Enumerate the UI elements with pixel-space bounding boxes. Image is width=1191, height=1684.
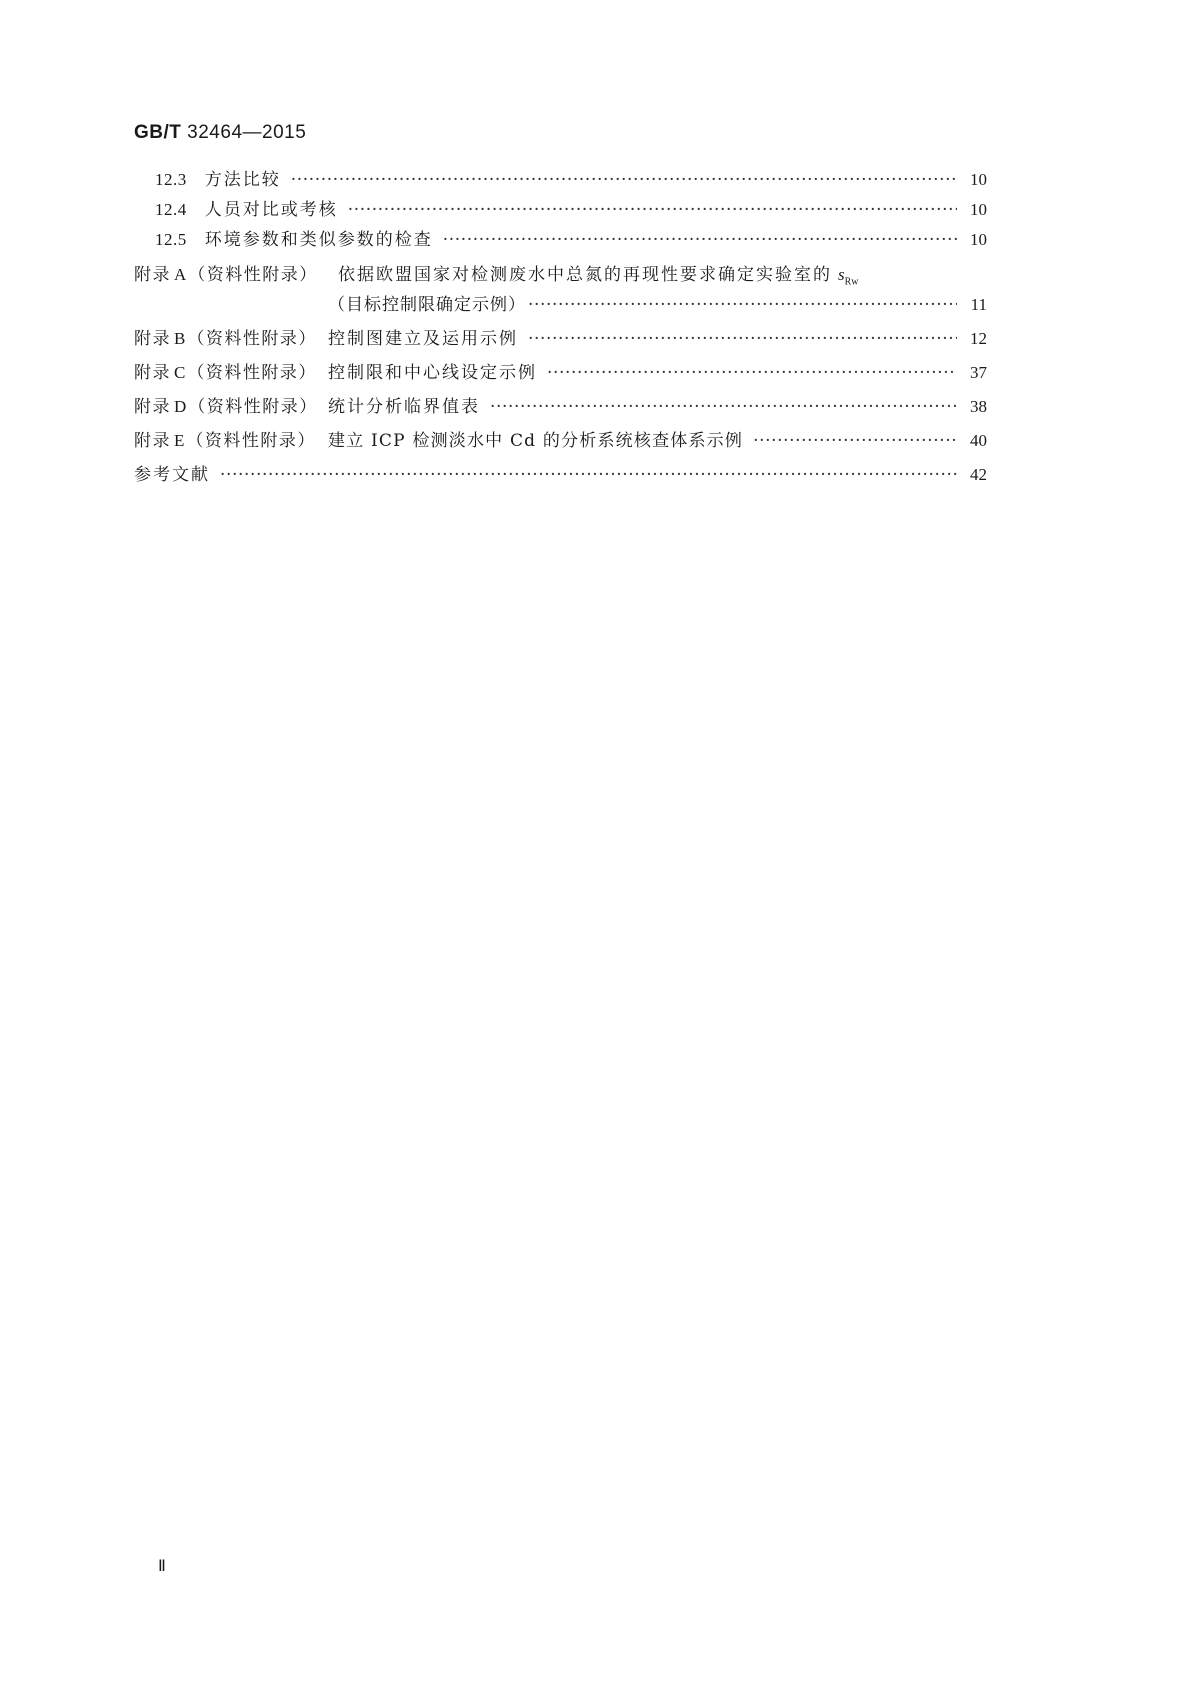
appendix-title-continued: （目标控制限确定示例） bbox=[328, 295, 526, 315]
dot-leader bbox=[291, 167, 957, 193]
appendix-prefix bbox=[134, 360, 317, 386]
appendix-prefix bbox=[134, 326, 317, 352]
appendix-prefix bbox=[134, 262, 318, 288]
dot-leader bbox=[348, 197, 957, 223]
toc-item-page: 37 bbox=[970, 363, 987, 382]
toc-appendix[interactable] bbox=[134, 394, 987, 420]
dot-leader bbox=[490, 394, 957, 420]
appendix-title: 控制限和中心线设定示例 bbox=[328, 363, 537, 383]
appendix-type: （资料性附录） bbox=[188, 265, 318, 285]
appendix-prefix bbox=[134, 428, 316, 454]
toc-item-page: 40 bbox=[970, 431, 987, 450]
appendix-label: 附录 bbox=[134, 431, 171, 451]
standard-number: 32464—2015 bbox=[187, 122, 307, 143]
appendix-letter: B bbox=[174, 329, 186, 348]
appendix-label: 附录 bbox=[134, 329, 171, 349]
appendix-letter: C bbox=[174, 363, 186, 382]
toc-appendix[interactable] bbox=[134, 326, 987, 352]
dot-leader bbox=[528, 326, 957, 352]
dot-leader bbox=[753, 428, 957, 454]
toc-item-title: 方法比较 bbox=[204, 170, 281, 190]
appendix-type: （资料性附录） bbox=[188, 397, 318, 417]
toc-item[interactable] bbox=[155, 227, 987, 253]
appendix-label: 附录 bbox=[134, 265, 171, 285]
toc-item-title: 环境参数和类似参数的检查 bbox=[204, 230, 433, 250]
toc-item-number: 12.4 bbox=[155, 200, 187, 219]
appendix-title: 控制图建立及运用示例 bbox=[328, 329, 518, 349]
toc-item-page: 38 bbox=[970, 397, 987, 416]
dot-leader bbox=[220, 462, 957, 488]
appendix-letter: A bbox=[174, 265, 187, 284]
toc-appendix[interactable] bbox=[134, 428, 987, 454]
toc-item-page: 10 bbox=[970, 200, 987, 219]
appendix-title: 建立 ICP 检测淡水中 Cd 的分析系统核查体系示例 bbox=[328, 431, 744, 451]
toc-item-page: 42 bbox=[970, 465, 987, 484]
appendix-label: 附录 bbox=[134, 397, 171, 417]
toc-item-title: 人员对比或考核 bbox=[204, 200, 338, 220]
appendix-type: （资料性附录） bbox=[187, 363, 317, 383]
references-title: 参考文献 bbox=[134, 465, 210, 485]
appendix-type: （资料性附录） bbox=[187, 329, 317, 349]
toc-item[interactable] bbox=[155, 167, 987, 193]
toc-item-page: 10 bbox=[970, 170, 987, 189]
appendix-prefix bbox=[134, 394, 318, 420]
appendix-letter: E bbox=[174, 431, 185, 450]
appendix-title: 统计分析临界值表 bbox=[328, 397, 480, 417]
toc-appendix[interactable] bbox=[134, 262, 987, 288]
page-number: Ⅱ bbox=[158, 1558, 166, 1575]
symbol-s: s bbox=[838, 265, 845, 284]
toc-appendix[interactable] bbox=[134, 360, 987, 386]
symbol-s-rw bbox=[838, 262, 859, 295]
symbol-subscript: Rw bbox=[844, 276, 859, 288]
standard-code: GB/T bbox=[134, 122, 182, 143]
dot-leader bbox=[443, 227, 957, 253]
appendix-title: 依据欧盟国家对检测废水中总氮的再现性要求确定实验室的 bbox=[338, 265, 832, 285]
appendix-letter: D bbox=[174, 397, 187, 416]
toc-item-page: 10 bbox=[970, 230, 987, 249]
appendix-type: （资料性附录） bbox=[186, 431, 316, 451]
dot-leader bbox=[547, 360, 957, 386]
toc-item-number: 12.5 bbox=[155, 230, 187, 249]
toc-item-page: 12 bbox=[970, 329, 987, 348]
toc-item[interactable] bbox=[155, 197, 987, 223]
toc-references[interactable] bbox=[134, 462, 987, 488]
toc-appendix-continuation[interactable] bbox=[328, 292, 987, 318]
appendix-label: 附录 bbox=[134, 363, 171, 383]
toc-item-page: 11 bbox=[970, 295, 987, 314]
toc-item-number: 12.3 bbox=[155, 170, 187, 189]
dot-leader bbox=[528, 292, 957, 318]
